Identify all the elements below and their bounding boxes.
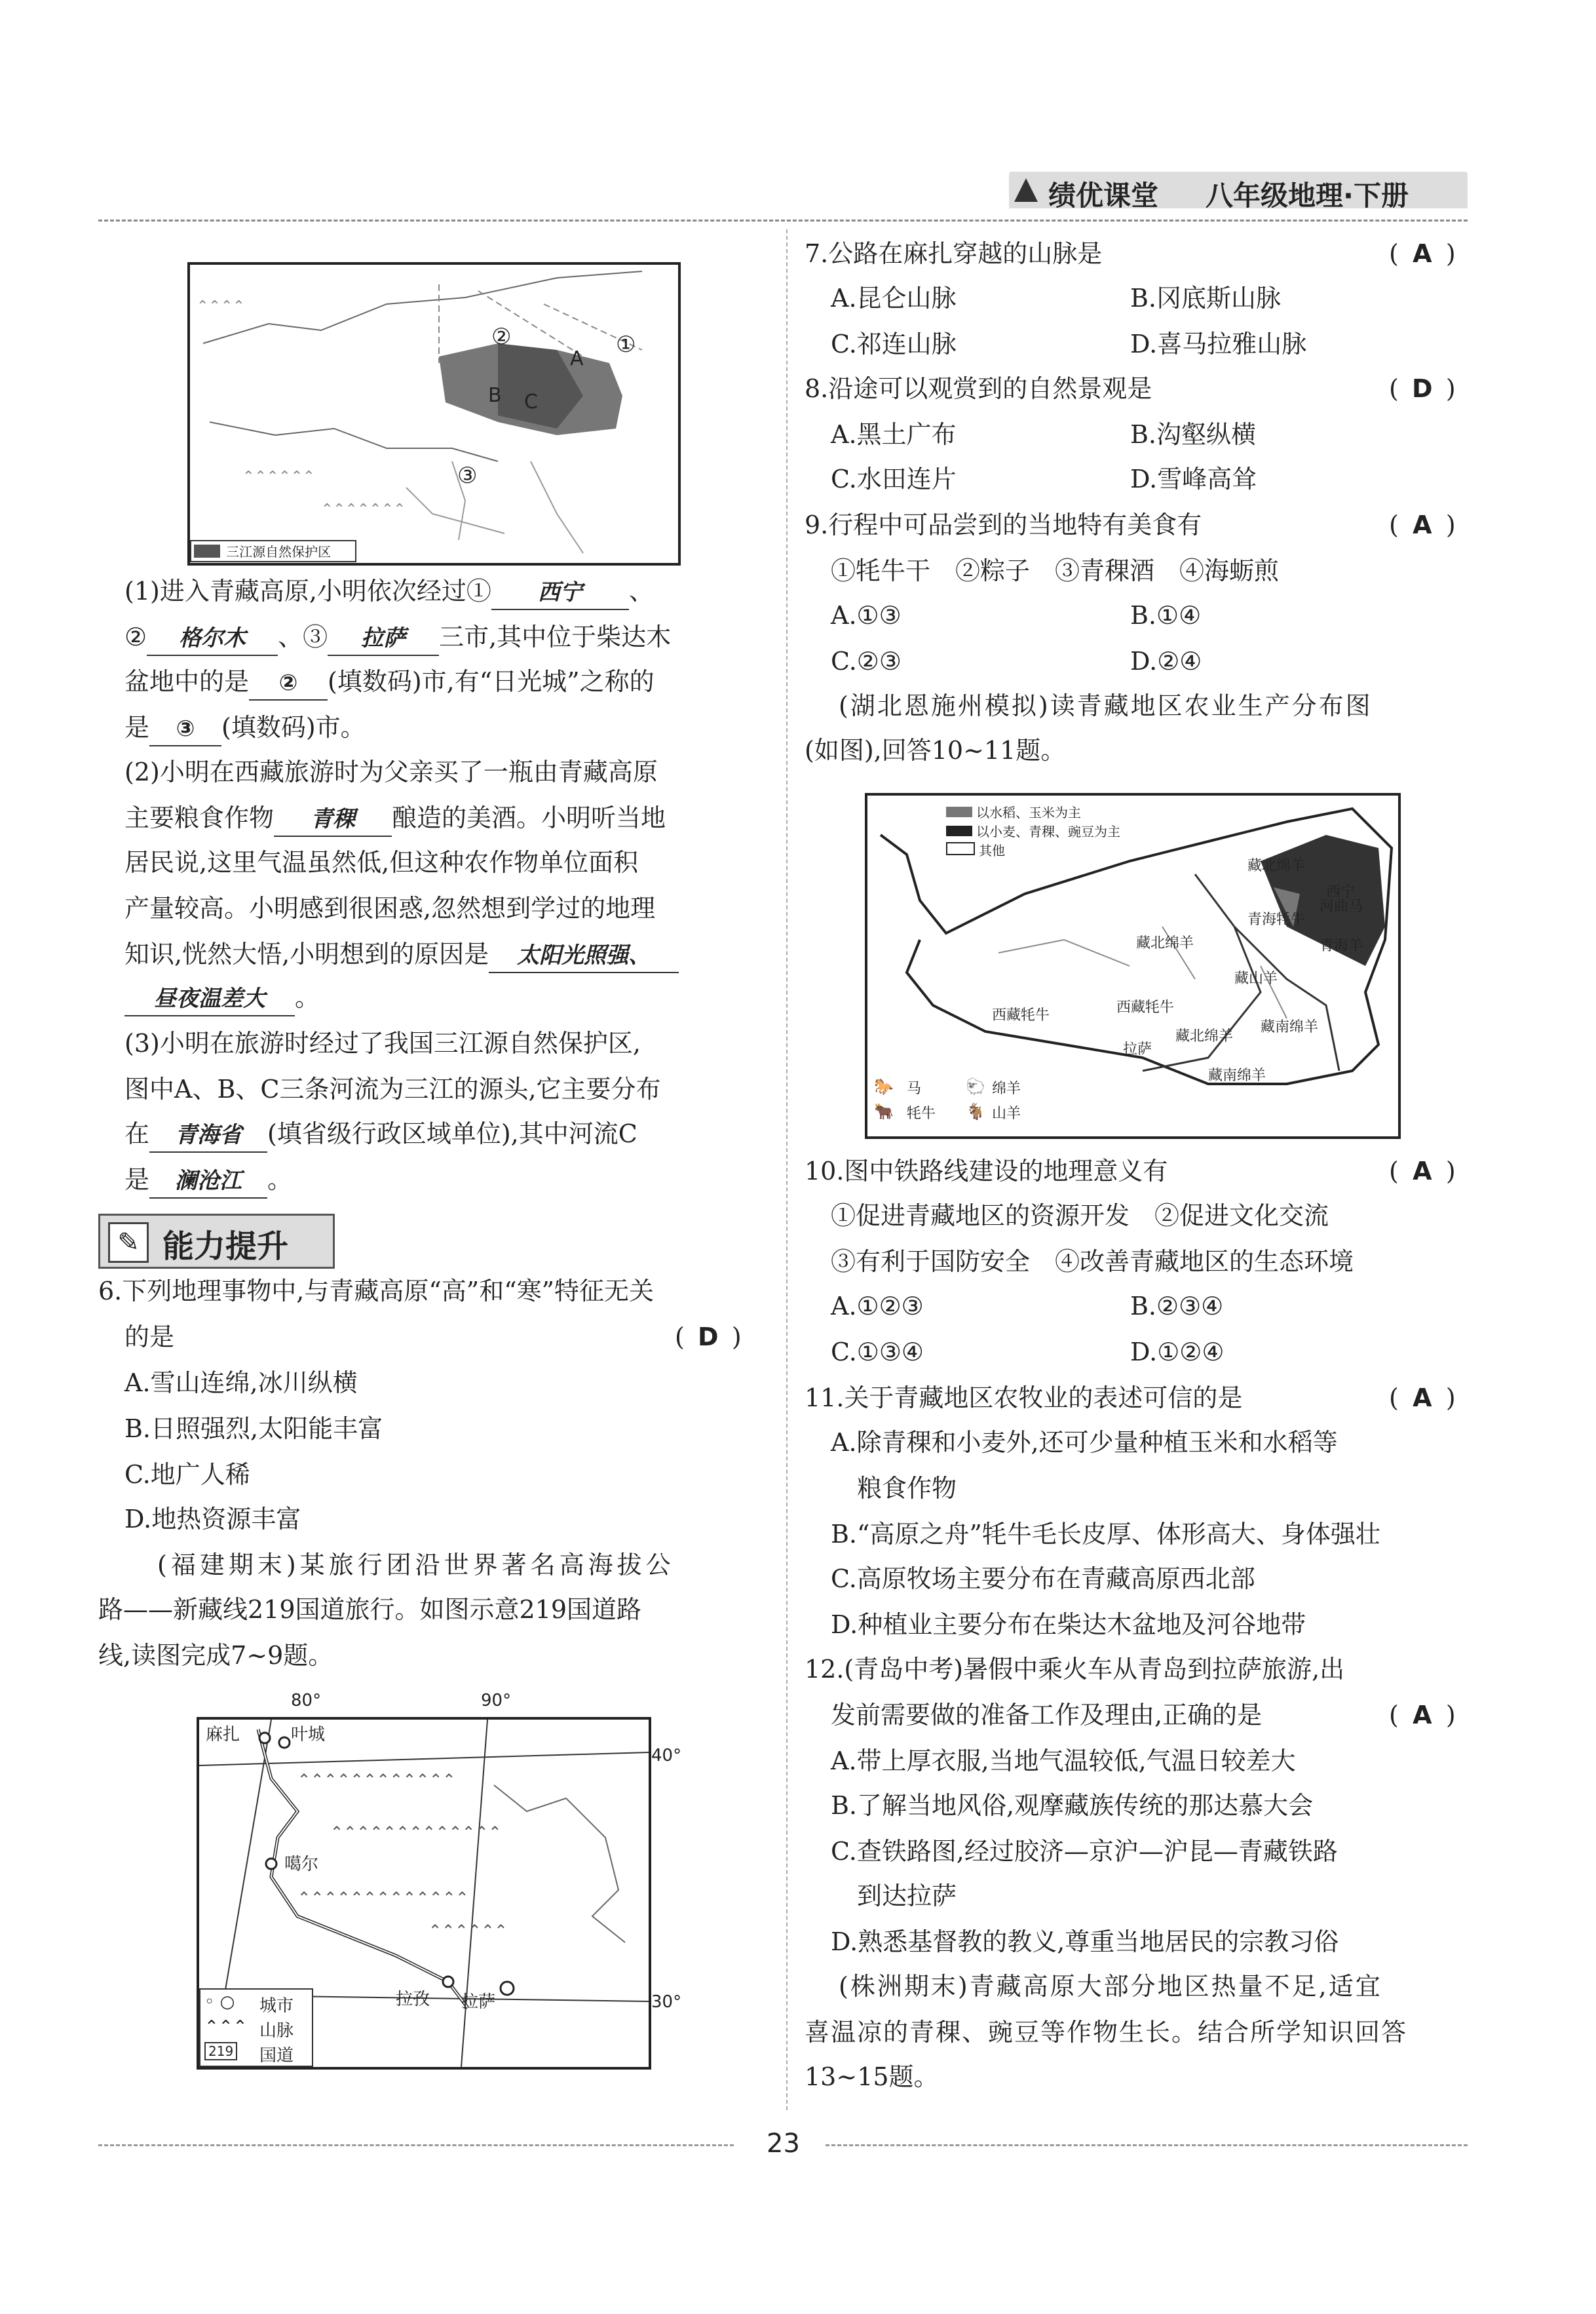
q7-option-d: D.喜马拉雅山脉 <box>1130 330 1307 358</box>
q9-stem: 9.行程中可品尝到的当地特有美食有 <box>805 511 1202 539</box>
map3-place-4: 青海牦牛 <box>1247 912 1306 928</box>
q5-line12: 图中A、B、C三条河流为三江的源头,它主要分布 <box>124 1075 661 1104</box>
header-brand: 绩优课堂 <box>1048 180 1159 212</box>
q6-option-a: A.雪山连绵,冰川纵横 <box>124 1368 358 1397</box>
intro1315-line2: 喜温凉的青稞、豌豆等作物生长。结合所学知识回答 <box>805 2018 1408 2047</box>
q8-option-b: B.沟壑纵横 <box>1130 420 1257 449</box>
q5-line2: ② 格尔木 、③ 拉萨 三市,其中位于柴达木 <box>124 621 671 656</box>
q7-option-c: C.祁连山脉 <box>831 330 957 358</box>
q5-line5: (2)小明在西藏旅游时为父亲买了一瓶由青藏高原 <box>124 758 658 786</box>
q10-items-1: ①促进青藏地区的资源开发 ②促进文化交流 <box>831 1201 1329 1230</box>
q5-line9: 知识,恍然大悟,小明想到的原因是 太阳光照强、 <box>124 938 679 973</box>
intro1011-line1: (湖北恩施州模拟)读青藏地区农业生产分布图 <box>839 691 1373 720</box>
intro1315-line1: (株洲期末)青藏高原大部分地区热量不足,适宜 <box>839 1972 1382 2001</box>
q11-option-a-cont: 粮食作物 <box>857 1474 957 1503</box>
q6-answer: ( D ) <box>675 1322 742 1351</box>
q7-option-a: A.昆仑山脉 <box>831 284 957 313</box>
q5-answer-5: ③ <box>149 712 221 746</box>
yak-icon: 🐂 <box>874 1102 894 1121</box>
svg-text:⌃⌃⌃⌃⌃⌃⌃⌃⌃⌃⌃⌃⌃: ⌃⌃⌃⌃⌃⌃⌃⌃⌃⌃⌃⌃⌃ <box>297 1889 469 1907</box>
q6-stem: 6.下列地理事物中,与青藏高原“高”和“寒”特征无关 <box>98 1277 655 1305</box>
intro79-line2: 路——新藏线219国道旅行。如图示意219国道路 <box>98 1595 642 1624</box>
q12-option-d: D.熟悉基督教的教义,尊重当地居民的宗教习俗 <box>831 1927 1339 1956</box>
pencil-icon: ✎ <box>108 1222 149 1263</box>
q6-option-c: C.地广人稀 <box>124 1460 250 1489</box>
lon-80-label: 80° <box>291 1691 322 1710</box>
q11-stem: 11.关于青藏地区农牧业的表述可信的是 <box>805 1383 1243 1412</box>
q9-items: ①牦牛干 ②粽子 ③青稞酒 ④海蛎煎 <box>831 556 1280 585</box>
q5-answer-2: 格尔木 <box>147 622 278 656</box>
q11-option-a: A.除青稞和小麦外,还可少量种植玉米和水稻等 <box>831 1428 1338 1457</box>
city-lazi: 拉孜 <box>396 1990 430 2009</box>
route-219-map <box>197 1691 682 2070</box>
q8-stem: 8.沿途可以观赏到的自然景观是 <box>805 374 1152 403</box>
q12-option-c-cont: 到达拉萨 <box>857 1881 957 1910</box>
legend-road-symbol: 219 <box>204 2042 237 2060</box>
q7-answer: ( A ) <box>1389 239 1456 268</box>
q10-answer: ( A ) <box>1389 1157 1456 1186</box>
q5-answer-7: 太阳光照强、 <box>489 939 679 973</box>
map3-place-9: 西藏牦牛 <box>1116 999 1175 1016</box>
header-divider <box>98 220 1468 222</box>
agriculture-map <box>865 793 1401 1139</box>
section-title: 能力提升 <box>162 1228 289 1265</box>
q5-answer-10: 澜沧江 <box>149 1165 267 1199</box>
sanjiangyuan-map <box>187 262 681 566</box>
q7-stem: 7.公路在麻扎穿越的山脉是 <box>805 239 1103 268</box>
q10-option-c: C.①③④ <box>831 1338 924 1366</box>
map3-legend-item-2: 以小麦、青稞、豌豆为主 <box>946 821 1120 840</box>
map1-label-c2: ② <box>491 324 512 350</box>
map1-legend <box>190 540 356 562</box>
q12-option-b: B.了解当地风俗,观摩藏族传统的那达慕大会 <box>831 1791 1314 1820</box>
q11-option-d: D.种植业主要分布在柴达木盆地及河谷地带 <box>831 1610 1306 1639</box>
map1-legend-label: 三江源自然保护区 <box>226 544 332 560</box>
map3-place-2: 西宁 <box>1326 884 1356 900</box>
q10-option-b: B.②③④ <box>1130 1292 1224 1321</box>
q6-option-d: D.地热资源丰富 <box>124 1505 301 1533</box>
q10-option-d: D.①②④ <box>1130 1338 1225 1366</box>
lat-40-label: 40° <box>651 1746 682 1765</box>
svg-text:⌃⌃⌃⌃⌃⌃: ⌃⌃⌃⌃⌃⌃ <box>428 1921 508 1940</box>
intro79-line1: (福建期末)某旅行团沿世界著名高海拔公 <box>157 1551 675 1579</box>
legend-mountain-symbol: ⌃⌃⌃ <box>204 2017 248 2037</box>
q5-line13: 在 青海省 (填省级行政区域单位),其中河流C <box>124 1117 637 1153</box>
footer-divider-right <box>826 2144 1468 2146</box>
svg-text:⌃⌃⌃⌃⌃⌃: ⌃⌃⌃⌃⌃⌃ <box>242 469 315 485</box>
map3-place-12: 拉萨 <box>1123 1041 1152 1058</box>
q5-line7: 居民说,这里气温虽然低,但这种农作物单位面积 <box>124 848 639 877</box>
q12-stem: 12.(青岛中考)暑假中乘火车从青岛到拉萨旅游,出 <box>805 1655 1345 1684</box>
q5-line11: (3)小明在旅游时经过了我国三江源自然保护区, <box>124 1029 641 1058</box>
svg-text:⌃⌃⌃⌃⌃⌃⌃⌃⌃⌃⌃⌃: ⌃⌃⌃⌃⌃⌃⌃⌃⌃⌃⌃⌃ <box>297 1771 456 1789</box>
legend-mountain-label: 山脉 <box>259 2021 294 2041</box>
map1-label-b: B <box>488 384 502 407</box>
svg-text:⌃⌃⌃⌃: ⌃⌃⌃⌃ <box>197 298 245 315</box>
svg-text:⌃⌃⌃⌃⌃⌃⌃: ⌃⌃⌃⌃⌃⌃⌃ <box>321 501 406 518</box>
q12-option-a: A.带上厚衣服,当地气温较低,气温日较差大 <box>831 1746 1296 1775</box>
map3-place-8: 西藏牦牛 <box>992 1007 1050 1024</box>
map3-place-11: 藏南绵羊 <box>1261 1019 1319 1035</box>
yak-label: 牦牛 <box>907 1106 936 1122</box>
header-triangle-icon <box>1014 178 1038 202</box>
sheep-label: 绵羊 <box>992 1081 1021 1097</box>
q12-stem-2: 发前需要做的准备工作及理由,正确的是 <box>831 1701 1263 1729</box>
q9-option-c: C.②③ <box>831 647 902 676</box>
sheep-icon: 🐑 <box>966 1077 985 1096</box>
q5-answer-6: 青稞 <box>274 803 392 837</box>
intro1011-line2: (如图),回答10~11题。 <box>805 736 1066 765</box>
q6-option-b: B.日照强烈,太阳能丰富 <box>124 1414 383 1443</box>
map3-place-13: 藏南绵羊 <box>1208 1068 1266 1084</box>
section-heading <box>98 1214 335 1269</box>
q5-answer-1: 西宁 <box>491 576 629 610</box>
city-lasa: 拉萨 <box>461 1992 496 2012</box>
goat-label: 山羊 <box>992 1106 1021 1122</box>
intro79-line3: 线,读图完成7~9题。 <box>98 1641 333 1670</box>
q6-stem-2: 的是 <box>124 1322 175 1351</box>
q12-answer: ( A ) <box>1389 1701 1456 1729</box>
q8-answer: ( D ) <box>1389 374 1456 403</box>
svg-text:⌃⌃⌃⌃⌃⌃⌃⌃⌃⌃⌃⌃⌃: ⌃⌃⌃⌃⌃⌃⌃⌃⌃⌃⌃⌃⌃ <box>330 1823 502 1842</box>
q8-option-a: A.黑土广布 <box>831 420 957 449</box>
lat-30-label: 30° <box>651 1992 682 2012</box>
q10-stem: 10.图中铁路线建设的地理意义有 <box>805 1157 1168 1186</box>
map3-place-5: 藏北绵羊 <box>1136 935 1194 952</box>
legend-city-symbol: ◦ ○ <box>204 1992 235 2012</box>
q9-option-a: A.①③ <box>831 601 902 630</box>
legend-road-label: 国道 <box>259 2046 294 2066</box>
header-title: 八年级地理·下册 <box>1206 180 1409 212</box>
city-yecheng: 叶城 <box>291 1725 326 1745</box>
map3-legend-item-3: 其他 <box>946 840 1120 859</box>
map3-legend <box>946 802 1120 859</box>
lon-90-label: 90° <box>481 1691 512 1710</box>
q5-line6: 主要粮食作物 青稞 酿造的美酒。小明听当地 <box>124 801 666 837</box>
q5-answer-8: 昼夜温差大 <box>124 982 295 1016</box>
q9-answer: ( A ) <box>1389 511 1456 539</box>
city-gaer: 噶尔 <box>284 1855 319 1874</box>
q9-option-d: D.②④ <box>1130 647 1202 676</box>
map1-label-a: A <box>570 347 584 370</box>
q5-line14: 是 澜沧江 。 <box>124 1163 292 1199</box>
map1-label-c: C <box>524 391 538 414</box>
q5-line1: (1)进入青藏高原,小明依次经过① 西宁 、 <box>124 575 654 610</box>
q5-line10: 昼夜温差大 。 <box>124 981 320 1016</box>
q11-option-c: C.高原牧场主要分布在青藏高原西北部 <box>831 1564 1255 1593</box>
intro1315-line3: 13~15题。 <box>805 2062 939 2091</box>
q7-option-b: B.冈底斯山脉 <box>1130 284 1282 313</box>
column-divider <box>786 229 788 2110</box>
q12-option-c: C.查铁路图,经过胶济—京沪—沪昆—青藏铁路 <box>831 1837 1338 1866</box>
q5-line3: 盆地中的是 ② (填数码)市,有“日光城”之称的 <box>124 665 655 701</box>
map1-legend-swatch <box>194 545 220 558</box>
map1-label-c1: ① <box>616 332 636 358</box>
q10-option-a: A.①②③ <box>831 1292 924 1321</box>
map3-place-1: 藏北绵羊 <box>1247 858 1306 874</box>
sanjiangyuan-map-drawing <box>190 265 678 563</box>
q5-answer-4: ② <box>249 666 328 701</box>
page-number: 23 <box>767 2129 800 2159</box>
map1-label-c3: ③ <box>457 463 478 489</box>
city-mazha: 麻扎 <box>206 1725 240 1745</box>
q5-answer-9: 青海省 <box>149 1119 267 1153</box>
q5-answer-3: 拉萨 <box>328 622 439 656</box>
map3-place-10: 藏北绵羊 <box>1175 1028 1234 1045</box>
q9-option-b: B.①④ <box>1130 601 1202 630</box>
q10-items-2: ③有利于国防安全 ④改善青藏地区的生态环境 <box>831 1247 1354 1276</box>
map3-animal-legend <box>874 1077 1057 1130</box>
map3-place-7: 藏山羊 <box>1234 971 1278 987</box>
q8-option-d: D.雪峰高耸 <box>1130 465 1257 493</box>
q5-line4: 是 ③ (填数码)市。 <box>124 711 366 746</box>
map3-legend-item-1: 以水稻、玉米为主 <box>946 802 1120 821</box>
map3-place-3: 河曲马 <box>1320 898 1363 915</box>
footer-divider-left <box>98 2144 734 2146</box>
q11-answer: ( A ) <box>1389 1383 1456 1412</box>
q5-line8: 产量较高。小明感到很困惑,忽然想到学过的地理 <box>124 894 656 923</box>
map3-place-6: 青海羊 <box>1320 938 1363 954</box>
horse-label: 马 <box>907 1081 922 1097</box>
legend-city-label: 城市 <box>259 1996 294 2016</box>
q8-option-c: C.水田连片 <box>831 465 957 493</box>
horse-icon: 🐎 <box>874 1077 894 1096</box>
q11-option-b: B.“高原之舟”牦牛毛长皮厚、体形高大、身体强壮 <box>831 1520 1380 1549</box>
goat-icon: 🐐 <box>966 1102 985 1121</box>
map2-legend <box>199 1988 313 2067</box>
